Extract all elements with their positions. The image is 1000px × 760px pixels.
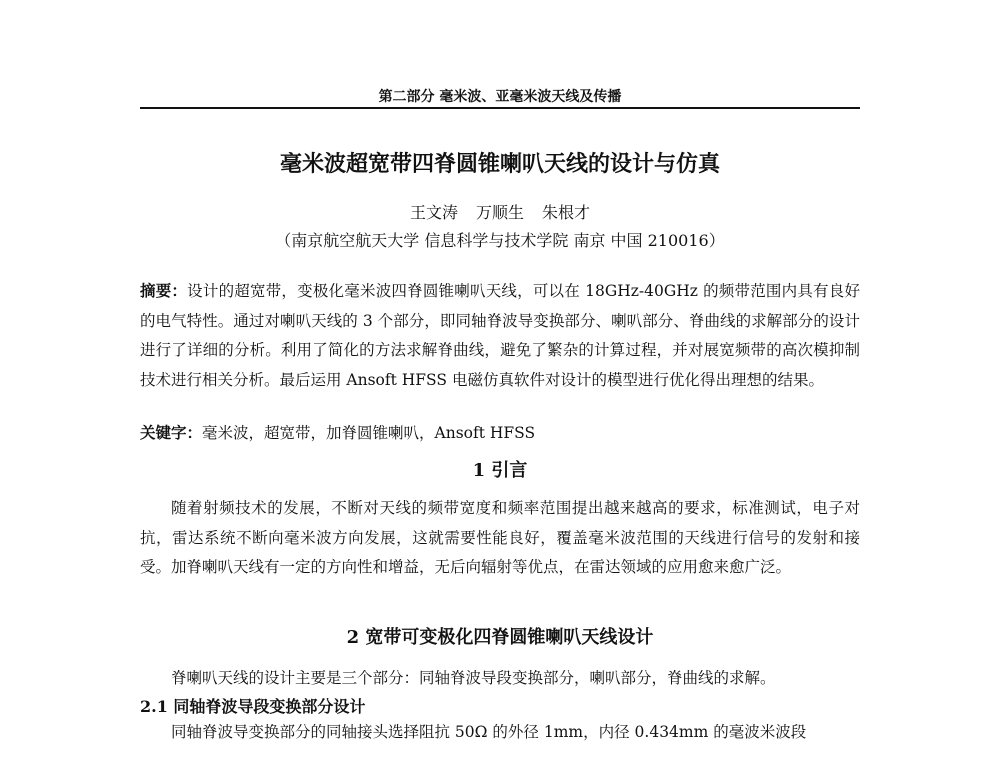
coax-transition-paragraph: 同轴脊波导变换部分的同轴接头选择阻抗 50Ω 的外径 1mm，内径 0.434mm 的毫波米波段 bbox=[171, 723, 807, 741]
abstract-text: 设计的超宽带，变极化毫米波四脊圆锥喇叭天线，可以在 18GHz-40GHz 的频带范围内具有良好的电气特性。通过对喇叭天线的 3 个部分，即同轴脊波导变换部分、喇叭部分、脊曲线的求解部分的设计进行了详细的分析。利用了简化的方法求解脊曲线，避免了繁杂的计算过程，并对展宽频带的高次模抑制技术进行相关分析。最后运用 Ansoft HFSS 电磁仿真软件对设计的模型进行优化得出理想的结果。 bbox=[140, 282, 860, 389]
keywords-text: 毫米波，超宽带，加脊圆锥喇叭，Ansoft HFSS bbox=[202, 424, 536, 442]
running-header: 第二部分 毫米波、亚毫米波天线及传播 bbox=[378, 89, 622, 105]
paper-title: 毫米波超宽带四脊圆锥喇叭天线的设计与仿真 bbox=[279, 152, 720, 177]
design-paragraph: 脊喇叭天线的设计主要是三个部分：同轴脊波导段变换部分，喇叭部分，脊曲线的求解。 bbox=[171, 669, 776, 687]
subsection-heading-coax-transition: 2.1 同轴脊波导段变换部分设计 bbox=[140, 697, 366, 716]
section-heading-design: 2 宽带可变极化四脊圆锥喇叭天线设计 bbox=[346, 627, 654, 648]
author-name: 朱根才 bbox=[542, 203, 591, 222]
author-name: 王文涛 bbox=[409, 203, 458, 222]
keywords bbox=[140, 418, 860, 449]
section-heading-introduction: 1 引言 bbox=[472, 460, 528, 481]
header-rule bbox=[140, 107, 860, 109]
author-name: 万顺生 bbox=[475, 203, 524, 222]
introduction-paragraph: 随着射频技术的发展，不断对天线的频带宽度和频率范围提出越来越高的要求，标准测试，电子对抗，雷达系统不断向毫米波方向发展，这就需要性能良好，覆盖毫米波范围的天线进行信号的发射和接受。加脊喇叭天线有一定的方向性和增益，无后向辐射等优点，在雷达领域的应用愈来愈广泛。 bbox=[140, 499, 860, 576]
affiliation: （南京航空航天大学 信息科学与技术学院 南京 中国 210016） bbox=[275, 231, 725, 250]
keywords-label: 关键字： bbox=[140, 423, 203, 442]
author-list bbox=[140, 200, 860, 223]
abstract-label: 摘要： bbox=[140, 281, 188, 300]
abstract bbox=[140, 276, 860, 395]
